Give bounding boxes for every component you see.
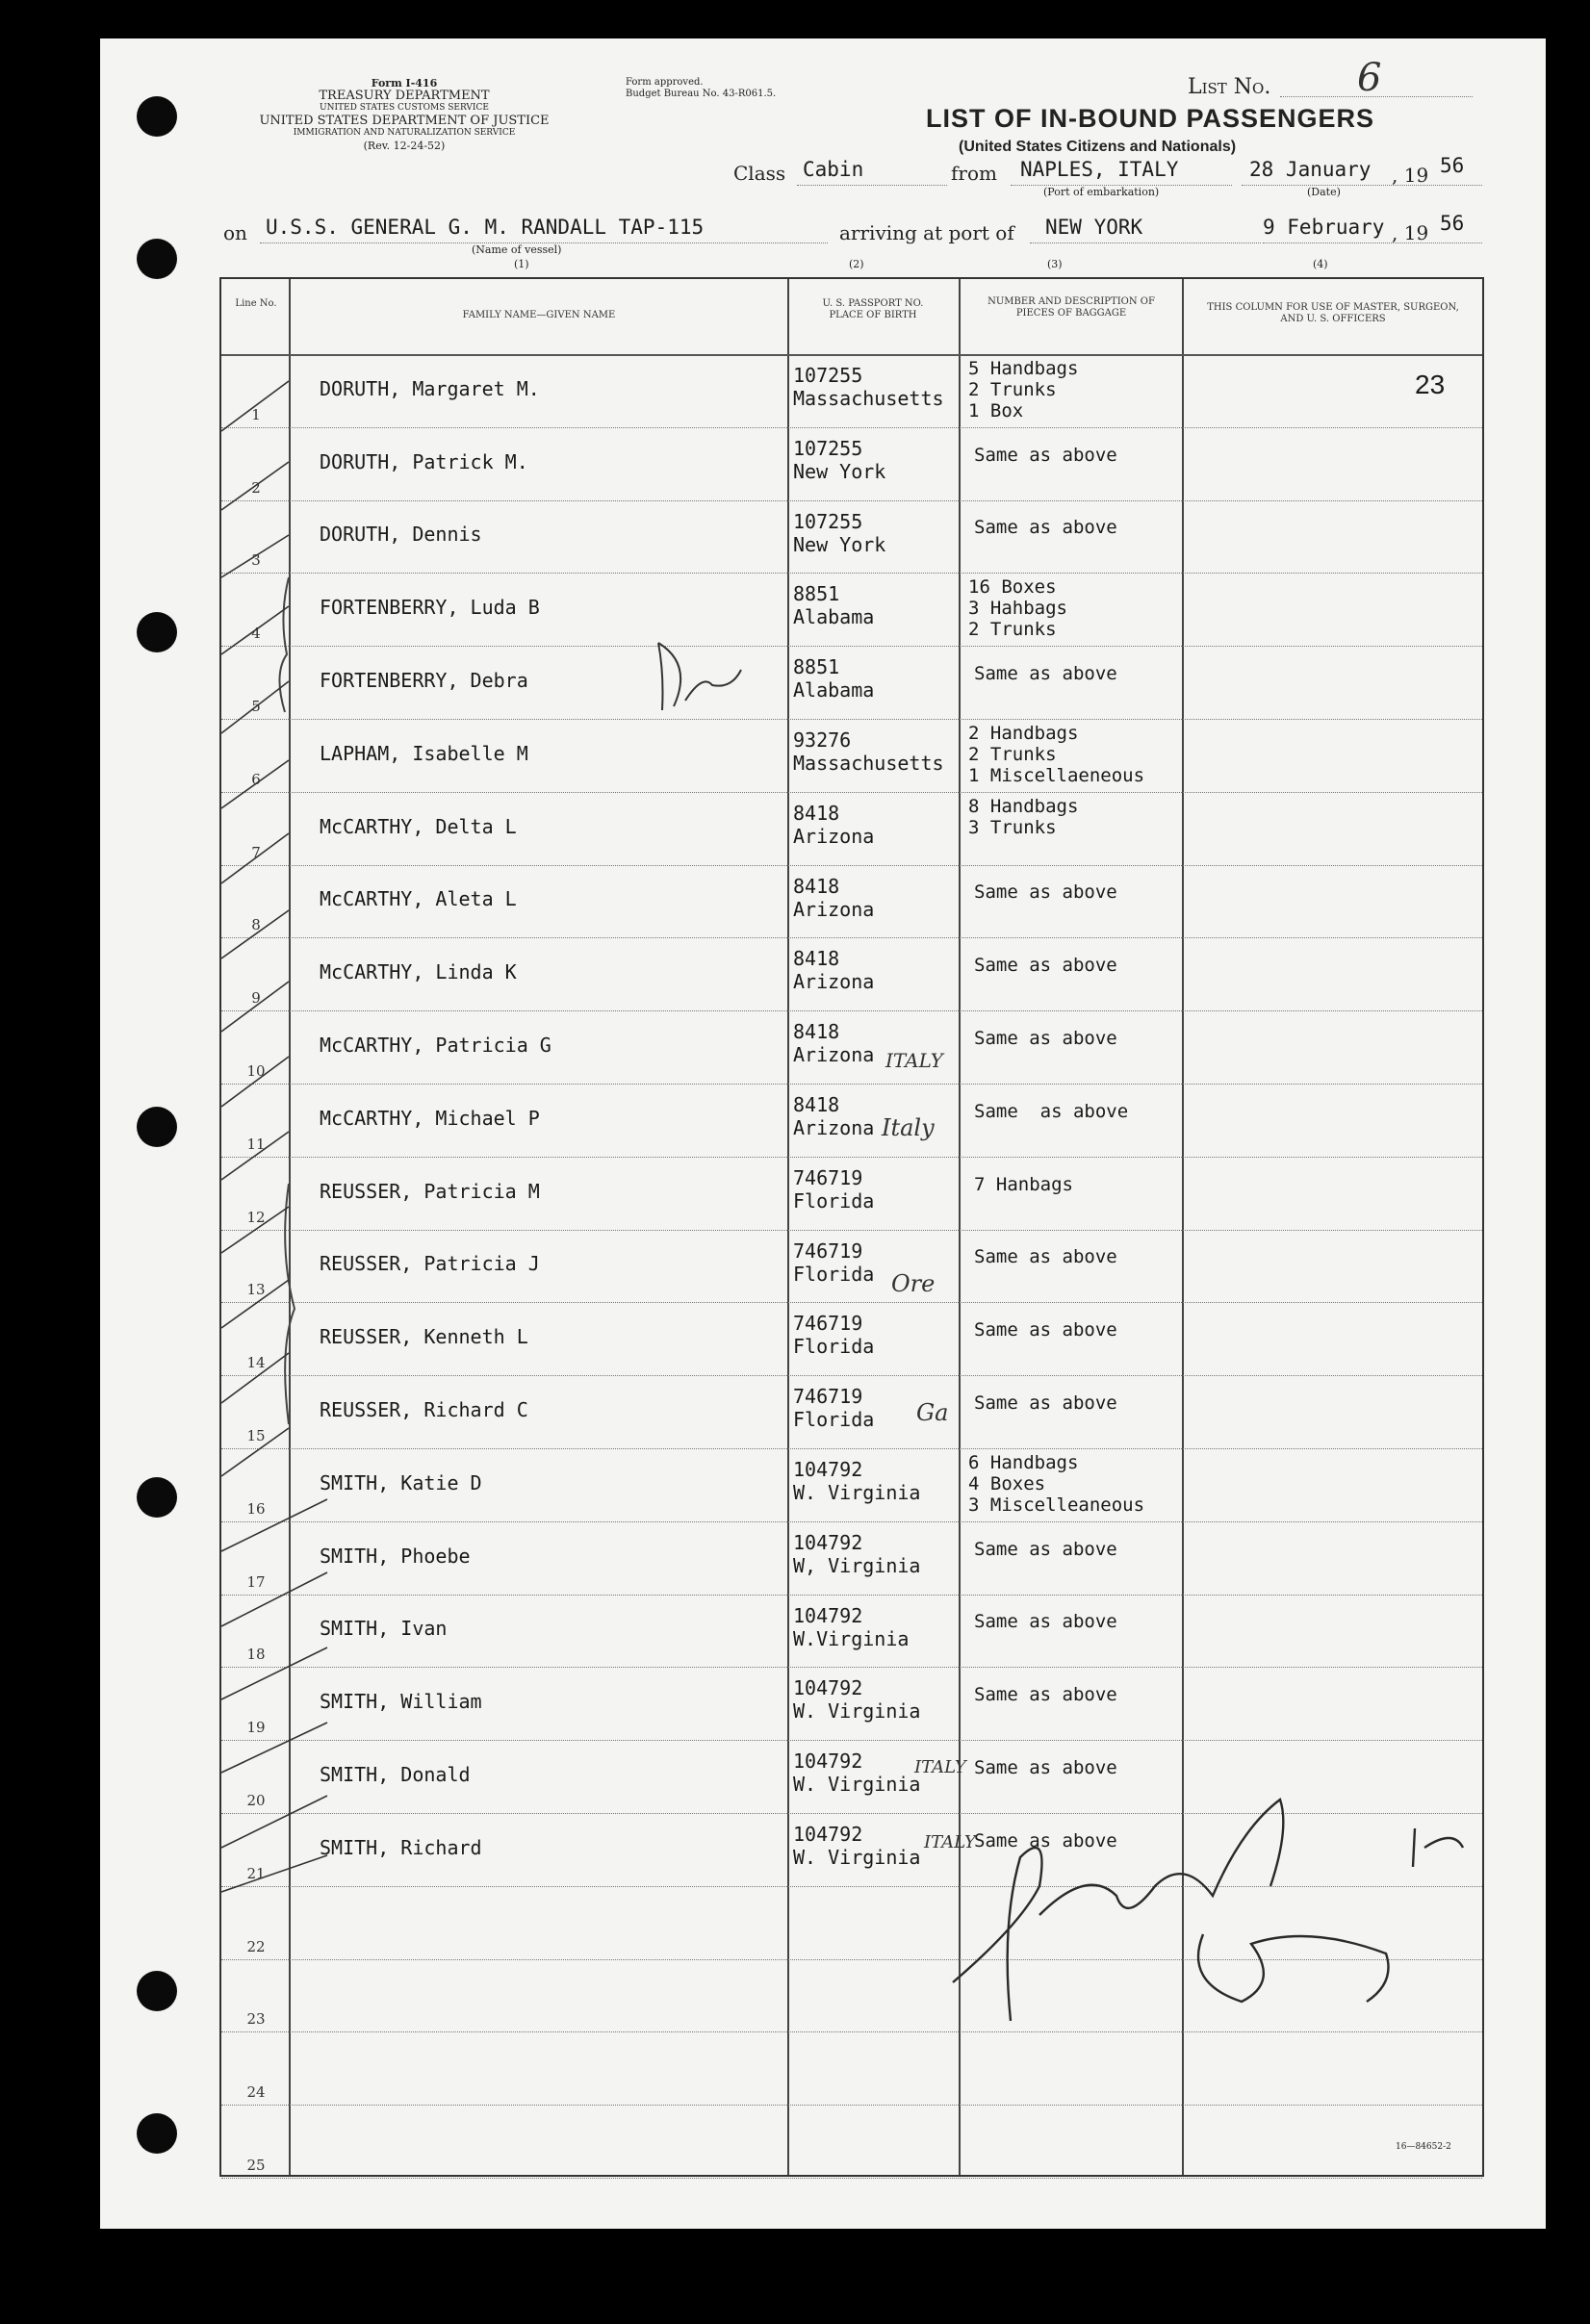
passport-number: 107255 <box>793 364 863 387</box>
baggage-description: Same as above <box>974 955 1117 977</box>
place-of-birth: W.Virginia <box>793 1626 910 1650</box>
passport-number: 104792 <box>793 1749 863 1774</box>
col-head-passport: U. S. PASSPORT NO. PLACE OF BIRTH <box>822 298 924 320</box>
place-of-birth: Arizona <box>793 970 875 994</box>
passenger-name: FORTENBERRY, Debra <box>320 669 528 693</box>
line-number: 10 <box>246 1061 266 1080</box>
passenger-table <box>219 277 1484 2177</box>
line-number: 13 <box>246 1281 266 1299</box>
passport-number: 746719 <box>793 1385 863 1409</box>
place-of-birth: Alabama <box>793 605 875 629</box>
place-of-birth: W. Virginia <box>793 1773 921 1797</box>
line-number: 15 <box>246 1426 266 1444</box>
passport-number: 8418 <box>793 947 840 971</box>
baggage-description: Same as above <box>974 517 1117 539</box>
place-of-birth: New York <box>793 459 886 483</box>
punch-hole <box>137 1477 177 1518</box>
passenger-name: DORUTH, Dennis <box>320 523 482 547</box>
row-divider <box>221 2178 1482 2179</box>
table-row <box>221 1959 1482 2032</box>
passenger-name: SMITH, Phoebe <box>320 1544 471 1568</box>
passport-number: 107255 <box>793 509 863 533</box>
arrival-year: 56 <box>1440 212 1465 235</box>
line-number: 1 <box>251 405 261 423</box>
table-row <box>221 354 1482 427</box>
passport-number: 8418 <box>793 1020 840 1044</box>
table-row <box>221 1740 1482 1813</box>
passport-number: 8851 <box>793 655 840 679</box>
table-row <box>221 646 1482 719</box>
depart-date-line <box>1242 185 1482 186</box>
table-row <box>221 1667 1482 1740</box>
ins-service: IMMIGRATION AND NATURALIZATION SERVICE <box>293 128 516 138</box>
table-row <box>221 719 1482 792</box>
line-number: 20 <box>246 1791 266 1809</box>
annotation-row11: Italy <box>882 1114 935 1141</box>
table-row <box>221 1010 1482 1084</box>
passenger-name: McCARTHY, Delta L <box>320 814 517 838</box>
table-row <box>221 1375 1482 1448</box>
passenger-name: REUSSER, Kenneth L <box>320 1325 528 1349</box>
passenger-name: SMITH, Ivan <box>320 1617 448 1641</box>
line-number: 23 <box>246 2010 266 2029</box>
passport-number: 8418 <box>793 1093 840 1116</box>
place-of-birth: New York <box>793 532 886 556</box>
passport-number: 104792 <box>793 1676 863 1700</box>
punch-hole <box>137 239 177 279</box>
col-head-name: FAMILY NAME—GIVEN NAME <box>462 310 616 320</box>
passport-number: 107255 <box>793 436 863 460</box>
baggage-description: Same as above <box>974 1392 1117 1415</box>
passenger-name: FORTENBERRY, Luda B <box>320 596 540 620</box>
passenger-name: McCARTHY, Aleta L <box>320 887 517 911</box>
passenger-name: REUSSER, Patricia M <box>320 1179 540 1203</box>
line-number: 18 <box>246 1646 266 1664</box>
place-of-birth: Florida <box>793 1262 875 1286</box>
table-row <box>221 573 1482 646</box>
passport-number: 104792 <box>793 1603 863 1627</box>
baggage-description: Same as above <box>974 663 1117 685</box>
place-of-birth: Arizona <box>793 897 875 921</box>
justice-dept: UNITED STATES DEPARTMENT OF JUSTICE <box>259 114 550 128</box>
baggage-description: Same as above <box>974 1538 1117 1560</box>
place-of-birth: Florida <box>793 1335 875 1359</box>
baggage-description: Same as above <box>974 444 1117 466</box>
place-of-birth: Arizona <box>793 1043 875 1067</box>
table-row <box>221 1521 1482 1595</box>
line-number: 17 <box>246 1572 266 1591</box>
col-head-line-no: Line No. <box>235 298 277 309</box>
place-of-birth: W. Virginia <box>793 1699 921 1724</box>
line-number: 21 <box>246 1864 266 1882</box>
form-id: Form I-416 <box>371 77 438 89</box>
class-label: Class <box>733 162 786 185</box>
table-row <box>221 1302 1482 1375</box>
line-number: 4 <box>251 625 261 643</box>
list-no-label: List No. <box>1188 75 1271 99</box>
place-of-birth: Florida <box>793 1188 875 1213</box>
customs-service: UNITED STATES CUSTOMS SERVICE <box>320 103 489 113</box>
line-number: 19 <box>246 1719 266 1737</box>
budget-bureau: Budget Bureau No. 43-R061.5. <box>626 89 777 99</box>
place-of-birth: W, Virginia <box>793 1553 921 1577</box>
line-number: 7 <box>251 843 261 861</box>
class-line <box>797 185 947 186</box>
arrival-year-prefix: , 19 <box>1392 221 1429 244</box>
baggage-description: 7 Hanbags <box>974 1173 1073 1195</box>
annotation-row15: Ga <box>916 1399 949 1426</box>
col-head-officers: THIS COLUMN FOR USE OF MASTER, SURGEON, AND U. S. OFFICERS <box>1207 302 1459 324</box>
baggage-description: Same as above <box>974 881 1117 904</box>
line-number: 14 <box>246 1354 266 1372</box>
baggage-description: 2 Handbags 2 Trunks 1 Miscellaeneous <box>968 723 1145 786</box>
annotation-row21: ITALY <box>924 1832 976 1852</box>
table-row <box>221 2031 1482 2105</box>
line-number: 11 <box>246 1135 266 1153</box>
officer-note: 23 <box>1415 370 1446 399</box>
line-number: 25 <box>246 2156 266 2174</box>
baggage-description: 8 Handbags 3 Trunks <box>968 795 1079 838</box>
passport-number: 8851 <box>793 582 840 606</box>
port-of-embarkation: NAPLES, ITALY <box>1020 158 1179 181</box>
caption-2: (2) <box>849 258 864 270</box>
line-number: 9 <box>251 989 261 1008</box>
table-row <box>221 792 1482 865</box>
page-title: LIST OF IN-BOUND PASSENGERS <box>926 104 1375 133</box>
table-row <box>221 1448 1482 1521</box>
passenger-name: DORUTH, Patrick M. <box>320 449 528 473</box>
punch-hole <box>137 1107 177 1147</box>
passport-number: 8418 <box>793 801 840 825</box>
baggage-description: Same as above <box>974 1611 1117 1633</box>
baggage-description: Same as above <box>974 1028 1117 1050</box>
table-row <box>221 1595 1482 1668</box>
passport-number: 746719 <box>793 1239 863 1263</box>
passport-number: 746719 <box>793 1312 863 1336</box>
class-value: Cabin <box>803 158 864 181</box>
table-row <box>221 1230 1482 1303</box>
passenger-name: McCARTHY, Linda K <box>320 960 517 984</box>
arrival-port: NEW YORK <box>1045 216 1143 239</box>
line-number: 8 <box>251 916 261 934</box>
baggage-description: Same as above <box>974 1100 1129 1122</box>
punch-hole <box>137 96 177 137</box>
table-row <box>221 427 1482 500</box>
line-number: 2 <box>251 478 261 497</box>
date-caption: (Date) <box>1307 186 1341 198</box>
list-no-value: 6 <box>1357 56 1382 100</box>
baggage-description: 16 Boxes 3 Hahbags 2 Trunks <box>968 576 1067 641</box>
baggage-description: 6 Handbags 4 Boxes 3 Miscelleaneous <box>968 1452 1145 1516</box>
passport-number: 93276 <box>793 728 852 752</box>
passenger-name: SMITH, Richard <box>320 1835 482 1859</box>
page-subtitle: (United States Citizens and Nationals) <box>959 139 1237 155</box>
vessel-caption: (Name of vessel) <box>472 243 562 256</box>
table-row <box>221 1157 1482 1230</box>
depart-year-prefix: , 19 <box>1392 164 1429 187</box>
place-of-birth: W. Virginia <box>793 1846 921 1869</box>
line-number: 5 <box>251 697 261 715</box>
line-number: 22 <box>246 1937 266 1955</box>
passport-number: 746719 <box>793 1165 863 1189</box>
vessel-name: U.S.S. GENERAL G. M. RANDALL TAP-115 <box>266 216 705 239</box>
passenger-name: DORUTH, Margaret M. <box>320 376 540 400</box>
form-approved: Form approved. <box>626 77 704 88</box>
passport-number: 104792 <box>793 1458 863 1481</box>
caption-3: (3) <box>1047 258 1063 270</box>
revision: (Rev. 12-24-52) <box>363 140 446 152</box>
col-head-baggage: NUMBER AND DESCRIPTION OF PIECES OF BAGGAGE <box>987 296 1155 319</box>
place-of-birth: Massachusetts <box>793 752 944 775</box>
table-row <box>221 500 1482 574</box>
baggage-description: Same as above <box>974 1246 1117 1268</box>
departure-date: 28 January <box>1249 158 1372 181</box>
table-row <box>221 1886 1482 1959</box>
table-row <box>221 865 1482 938</box>
baggage-description: Same as above <box>974 1829 1117 1852</box>
table-row <box>221 1813 1482 1886</box>
punch-hole <box>137 612 177 652</box>
caption-4: (4) <box>1313 258 1328 270</box>
line-number: 6 <box>251 770 261 788</box>
punch-hole <box>137 2113 177 2154</box>
table-row <box>221 2105 1482 2178</box>
table-row <box>221 1084 1482 1157</box>
place-of-birth: Arizona <box>793 1116 875 1139</box>
passenger-name: SMITH, Donald <box>320 1763 471 1787</box>
passenger-name: REUSSER, Patricia J <box>320 1252 540 1276</box>
line-number: 24 <box>246 2083 266 2102</box>
place-of-birth: W. Virginia <box>793 1481 921 1504</box>
passport-number: 8418 <box>793 874 840 898</box>
port-embark-caption: (Port of embarkation) <box>1043 186 1160 198</box>
arrival-date: 9 February <box>1263 216 1385 239</box>
from-label: from <box>951 162 997 185</box>
place-of-birth: Florida <box>793 1408 875 1432</box>
arriving-label: arriving at port of <box>839 221 1014 244</box>
baggage-description: Same as above <box>974 1684 1117 1706</box>
place-of-birth: Arizona <box>793 824 875 848</box>
passport-number: 104792 <box>793 1823 863 1846</box>
baggage-description: 5 Handbags 2 Trunks 1 Box <box>968 358 1079 421</box>
table-row <box>221 937 1482 1010</box>
passenger-name: SMITH, William <box>320 1690 482 1714</box>
budget-approval <box>626 77 776 100</box>
passenger-name: McCARTHY, Patricia G <box>320 1034 551 1058</box>
punch-hole <box>137 1971 177 2011</box>
print-code: 16—84652-2 <box>1396 2142 1451 2152</box>
passenger-name: REUSSER, Richard C <box>320 1398 528 1422</box>
passenger-name: McCARTHY, Michael P <box>320 1106 540 1130</box>
depart-year: 56 <box>1440 154 1465 177</box>
baggage-description: Same as above <box>974 1319 1117 1341</box>
line-number: 16 <box>246 1499 266 1518</box>
annotation-row10: ITALY <box>885 1049 943 1072</box>
annotation-row20: ITALY <box>914 1757 966 1777</box>
passenger-name: LAPHAM, Isabelle M <box>320 741 528 765</box>
header-departments <box>212 77 597 152</box>
line-number: 12 <box>246 1208 266 1226</box>
on-label: on <box>223 221 247 244</box>
line-number: 3 <box>251 551 261 570</box>
baggage-description: Same as above <box>974 1757 1117 1779</box>
annotation-row13: Ore <box>891 1270 936 1297</box>
treasury-dept: TREASURY DEPARTMENT <box>319 89 490 103</box>
passenger-name: SMITH, Katie D <box>320 1470 482 1494</box>
place-of-birth: Massachusetts <box>793 387 944 410</box>
place-of-birth: Alabama <box>793 678 875 702</box>
passport-number: 104792 <box>793 1530 863 1554</box>
caption-1: (1) <box>514 258 529 270</box>
